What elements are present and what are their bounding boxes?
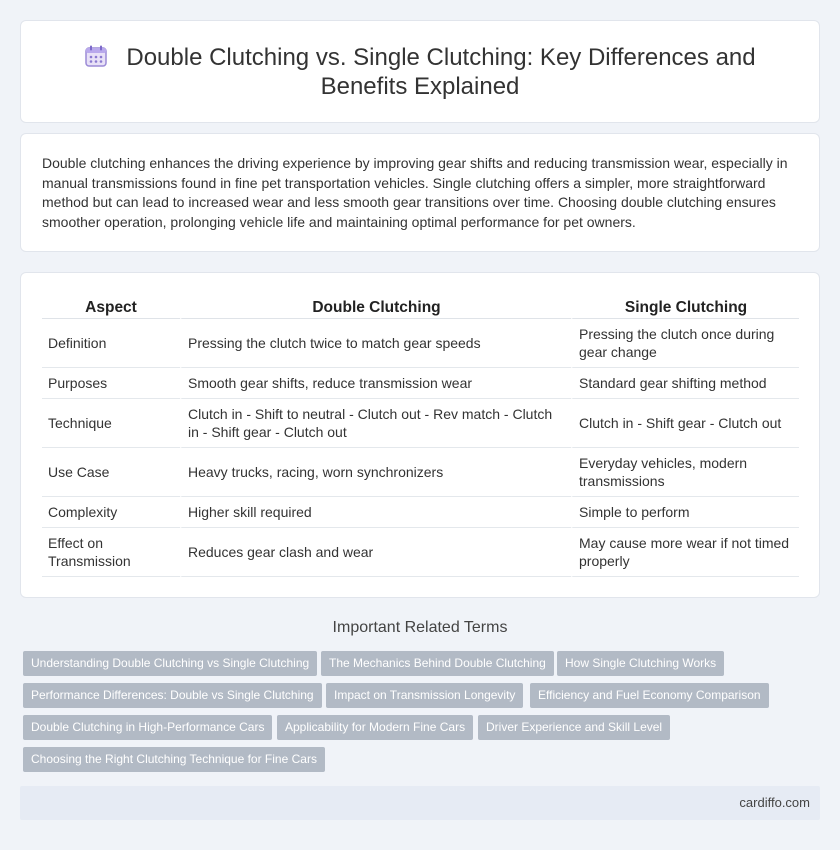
cell-single: Clutch in - Shift gear - Clutch out — [571, 399, 799, 448]
header-double-clutching: Double Clutching — [180, 297, 571, 319]
comparison-card — [20, 272, 820, 598]
cell-double: Heavy trucks, racing, worn synchronizers — [180, 448, 571, 497]
cell-aspect: Complexity — [42, 497, 180, 528]
table-row — [42, 448, 799, 497]
cell-single: Simple to perform — [571, 497, 799, 528]
calendar-icon — [84, 44, 108, 68]
page-title: Double Clutching vs. Single Clutching: Key Differences and Benefits Explained — [126, 44, 756, 100]
footer-site-link[interactable]: cardiffo.com — [739, 795, 810, 810]
related-tag[interactable]: How Single Clutching Works — [557, 651, 724, 676]
comparison-table — [42, 297, 799, 577]
intro-paragraph: Double clutching enhances the driving experience by improving gear shifts and reducing transmission wear, especially in manual transmissions found in fine pet transportation vehicles. Single clutching offers a simpler, more straightforward method but can lead to increased wear and less smooth gear transitions over time. Choosing double clutching ensures smoother operation, prolonging vehicle life and maintaining optimal performance for pet owners. — [42, 155, 788, 230]
related-tag[interactable]: Efficiency and Fuel Economy Comparison — [530, 683, 769, 708]
related-tag[interactable]: Understanding Double Clutching vs Single Clutching — [23, 651, 317, 676]
related-tag[interactable]: Applicability for Modern Fine Cars — [277, 715, 473, 740]
related-tag[interactable]: The Mechanics Behind Double Clutching — [321, 651, 554, 676]
intro-card — [20, 133, 820, 252]
cell-aspect: Effect on Transmission — [42, 528, 180, 577]
cell-aspect: Use Case — [42, 448, 180, 497]
table-row — [42, 497, 799, 528]
page-title-wrap — [21, 43, 819, 101]
cell-single: Everyday vehicles, modern transmissions — [571, 448, 799, 497]
cell-aspect: Definition — [42, 319, 180, 368]
table-header-row — [42, 297, 799, 319]
cell-single: Pressing the clutch once during gear change — [571, 319, 799, 368]
related-tag[interactable]: Double Clutching in High-Performance Cars — [23, 715, 272, 740]
footer — [20, 786, 820, 820]
table-row — [42, 399, 799, 448]
table-row — [42, 368, 799, 399]
header-card — [20, 20, 820, 123]
cell-aspect: Purposes — [42, 368, 180, 399]
cell-single: Standard gear shifting method — [571, 368, 799, 399]
cell-single: May cause more wear if not timed properly — [571, 528, 799, 577]
cell-aspect: Technique — [42, 399, 180, 448]
cell-double: Higher skill required — [180, 497, 571, 528]
table-row — [42, 528, 799, 577]
related-tag[interactable]: Choosing the Right Clutching Technique for Fine Cars — [23, 747, 325, 772]
table-row — [42, 319, 799, 368]
related-tag[interactable]: Impact on Transmission Longevity — [326, 683, 523, 708]
header-single-clutching: Single Clutching — [571, 297, 799, 319]
cell-double: Reduces gear clash and wear — [180, 528, 571, 577]
related-tag[interactable]: Driver Experience and Skill Level — [478, 715, 670, 740]
cell-double: Smooth gear shifts, reduce transmission wear — [180, 368, 571, 399]
cell-double: Clutch in - Shift to neutral - Clutch out - Rev match - Clutch in - Shift gear - Clutch out — [180, 399, 571, 448]
related-tag[interactable]: Performance Differences: Double vs Single Clutching — [23, 683, 322, 708]
related-terms-title: Important Related Terms — [332, 619, 508, 636]
header-aspect: Aspect — [42, 297, 180, 319]
cell-double: Pressing the clutch twice to match gear speeds — [180, 319, 571, 368]
